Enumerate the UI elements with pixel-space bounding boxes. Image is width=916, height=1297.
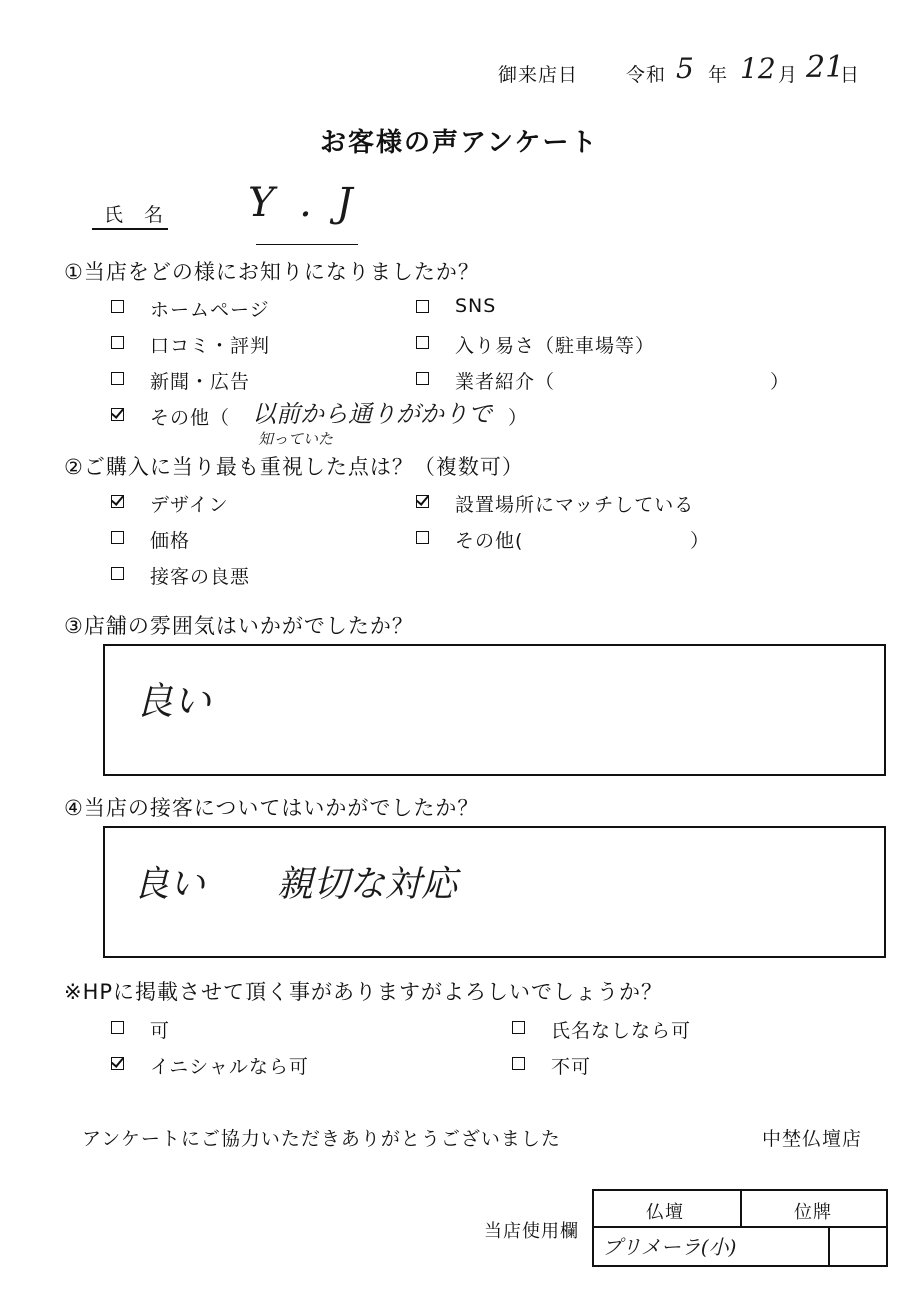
name-label: 氏 名 <box>104 204 165 226</box>
hp-checkbox-no-name[interactable] <box>512 1021 525 1034</box>
hp-label-ok: 可 <box>150 1020 171 1042</box>
q1-label-word-of-mouth: 口コミ・評判 <box>150 335 271 357</box>
visit-year-value: 5 <box>676 52 694 85</box>
q1-checkbox-easy-access[interactable] <box>416 336 429 349</box>
q1-label-homepage: ホームページ <box>150 299 270 321</box>
q3-answer-box[interactable] <box>103 644 886 776</box>
q1-question: ①当店をどの様にお知りになりましたか？ <box>64 260 480 284</box>
year-unit: 年 <box>708 64 729 86</box>
q1-other-close: ） <box>508 407 529 429</box>
visit-month-value: 12 <box>740 52 776 85</box>
q1-label-newspaper: 新聞・広告 <box>150 371 251 393</box>
q1-label-other: その他（ <box>150 407 231 429</box>
hp-question: ※HPに掲載させて頂く事がありますがよろしいでしょうか？ <box>64 980 664 1004</box>
q1-label-easy-access: 入り易さ（駐車場等） <box>455 335 656 357</box>
name-label-underline <box>92 228 168 230</box>
staff-col-butsudan: 仏壇 <box>646 1202 684 1223</box>
staff-col-ihai: 位牌 <box>794 1202 832 1223</box>
q1-checkbox-homepage[interactable] <box>111 300 124 313</box>
q3-answer: 良い <box>135 679 212 723</box>
visit-date-label: 御来店日 <box>498 64 579 86</box>
staff-use-table <box>592 1189 888 1267</box>
visit-day-value: 21 <box>806 50 845 85</box>
q1-checkbox-sns[interactable] <box>416 300 429 313</box>
q1-checkbox-word-of-mouth[interactable] <box>111 336 124 349</box>
hp-label-not-ok: 不可 <box>551 1056 592 1078</box>
q1-checkbox-referral[interactable] <box>416 372 429 385</box>
staff-butsudan-value: プリメーラ(小) <box>602 1235 737 1259</box>
q2-label-service: 接客の良悪 <box>150 566 251 588</box>
q1-checkbox-other[interactable] <box>111 408 124 421</box>
q2-other-close: ） <box>690 530 711 552</box>
hp-checkbox-not-ok[interactable] <box>512 1057 525 1070</box>
q2-label-placement: 設置場所にマッチしている <box>455 494 695 516</box>
era-label: 令和 <box>626 64 667 86</box>
q2-label-design: デザイン <box>150 494 229 516</box>
day-unit: 日 <box>840 64 861 86</box>
staff-table-header-divider <box>740 1191 742 1227</box>
q4-answer: 良い 親切な対応 <box>133 864 458 905</box>
staff-use-label: 当店使用欄 <box>484 1221 579 1242</box>
shop-name: 中埜仏壇店 <box>762 1128 863 1150</box>
q1-other-answer: 以前から通りがかりで <box>252 400 492 428</box>
q2-label-other: その他( <box>455 530 524 552</box>
name-value: Y . J <box>248 180 359 226</box>
q1-label-sns: SNS <box>455 295 497 317</box>
q2-label-price: 価格 <box>150 530 191 552</box>
q1-other-answer-line2: 知っていた <box>258 430 334 448</box>
staff-table-value-divider <box>828 1226 830 1265</box>
hp-checkbox-ok[interactable] <box>111 1021 124 1034</box>
q4-answer-box[interactable] <box>103 826 886 958</box>
q2-checkbox-placement[interactable] <box>416 495 429 508</box>
q2-checkbox-other[interactable] <box>416 531 429 544</box>
hp-label-no-name: 氏名なしなら可 <box>551 1020 692 1042</box>
q1-checkbox-newspaper[interactable] <box>111 372 124 385</box>
month-unit: 月 <box>778 64 799 86</box>
q1-referral-close: ） <box>770 371 791 393</box>
hp-label-initials: イニシャルなら可 <box>150 1056 309 1078</box>
name-underline <box>256 244 358 245</box>
q2-checkbox-price[interactable] <box>111 531 124 544</box>
page-title: お客様の声アンケート <box>320 128 599 158</box>
hp-checkbox-initials[interactable] <box>111 1057 124 1070</box>
q1-label-referral: 業者紹介（ <box>455 371 556 393</box>
thanks-message: アンケートにご協力いただきありがとうございました <box>82 1128 561 1150</box>
q2-question: ②ご購入に当り最も重視した点は？（複数可） <box>64 455 524 479</box>
q4-question: ④当店の接客についてはいかがでしたか？ <box>64 796 480 820</box>
q2-checkbox-service[interactable] <box>111 567 124 580</box>
q3-question: ③店舗の雰囲気はいかがでしたか？ <box>64 614 414 638</box>
q2-checkbox-design[interactable] <box>111 495 124 508</box>
